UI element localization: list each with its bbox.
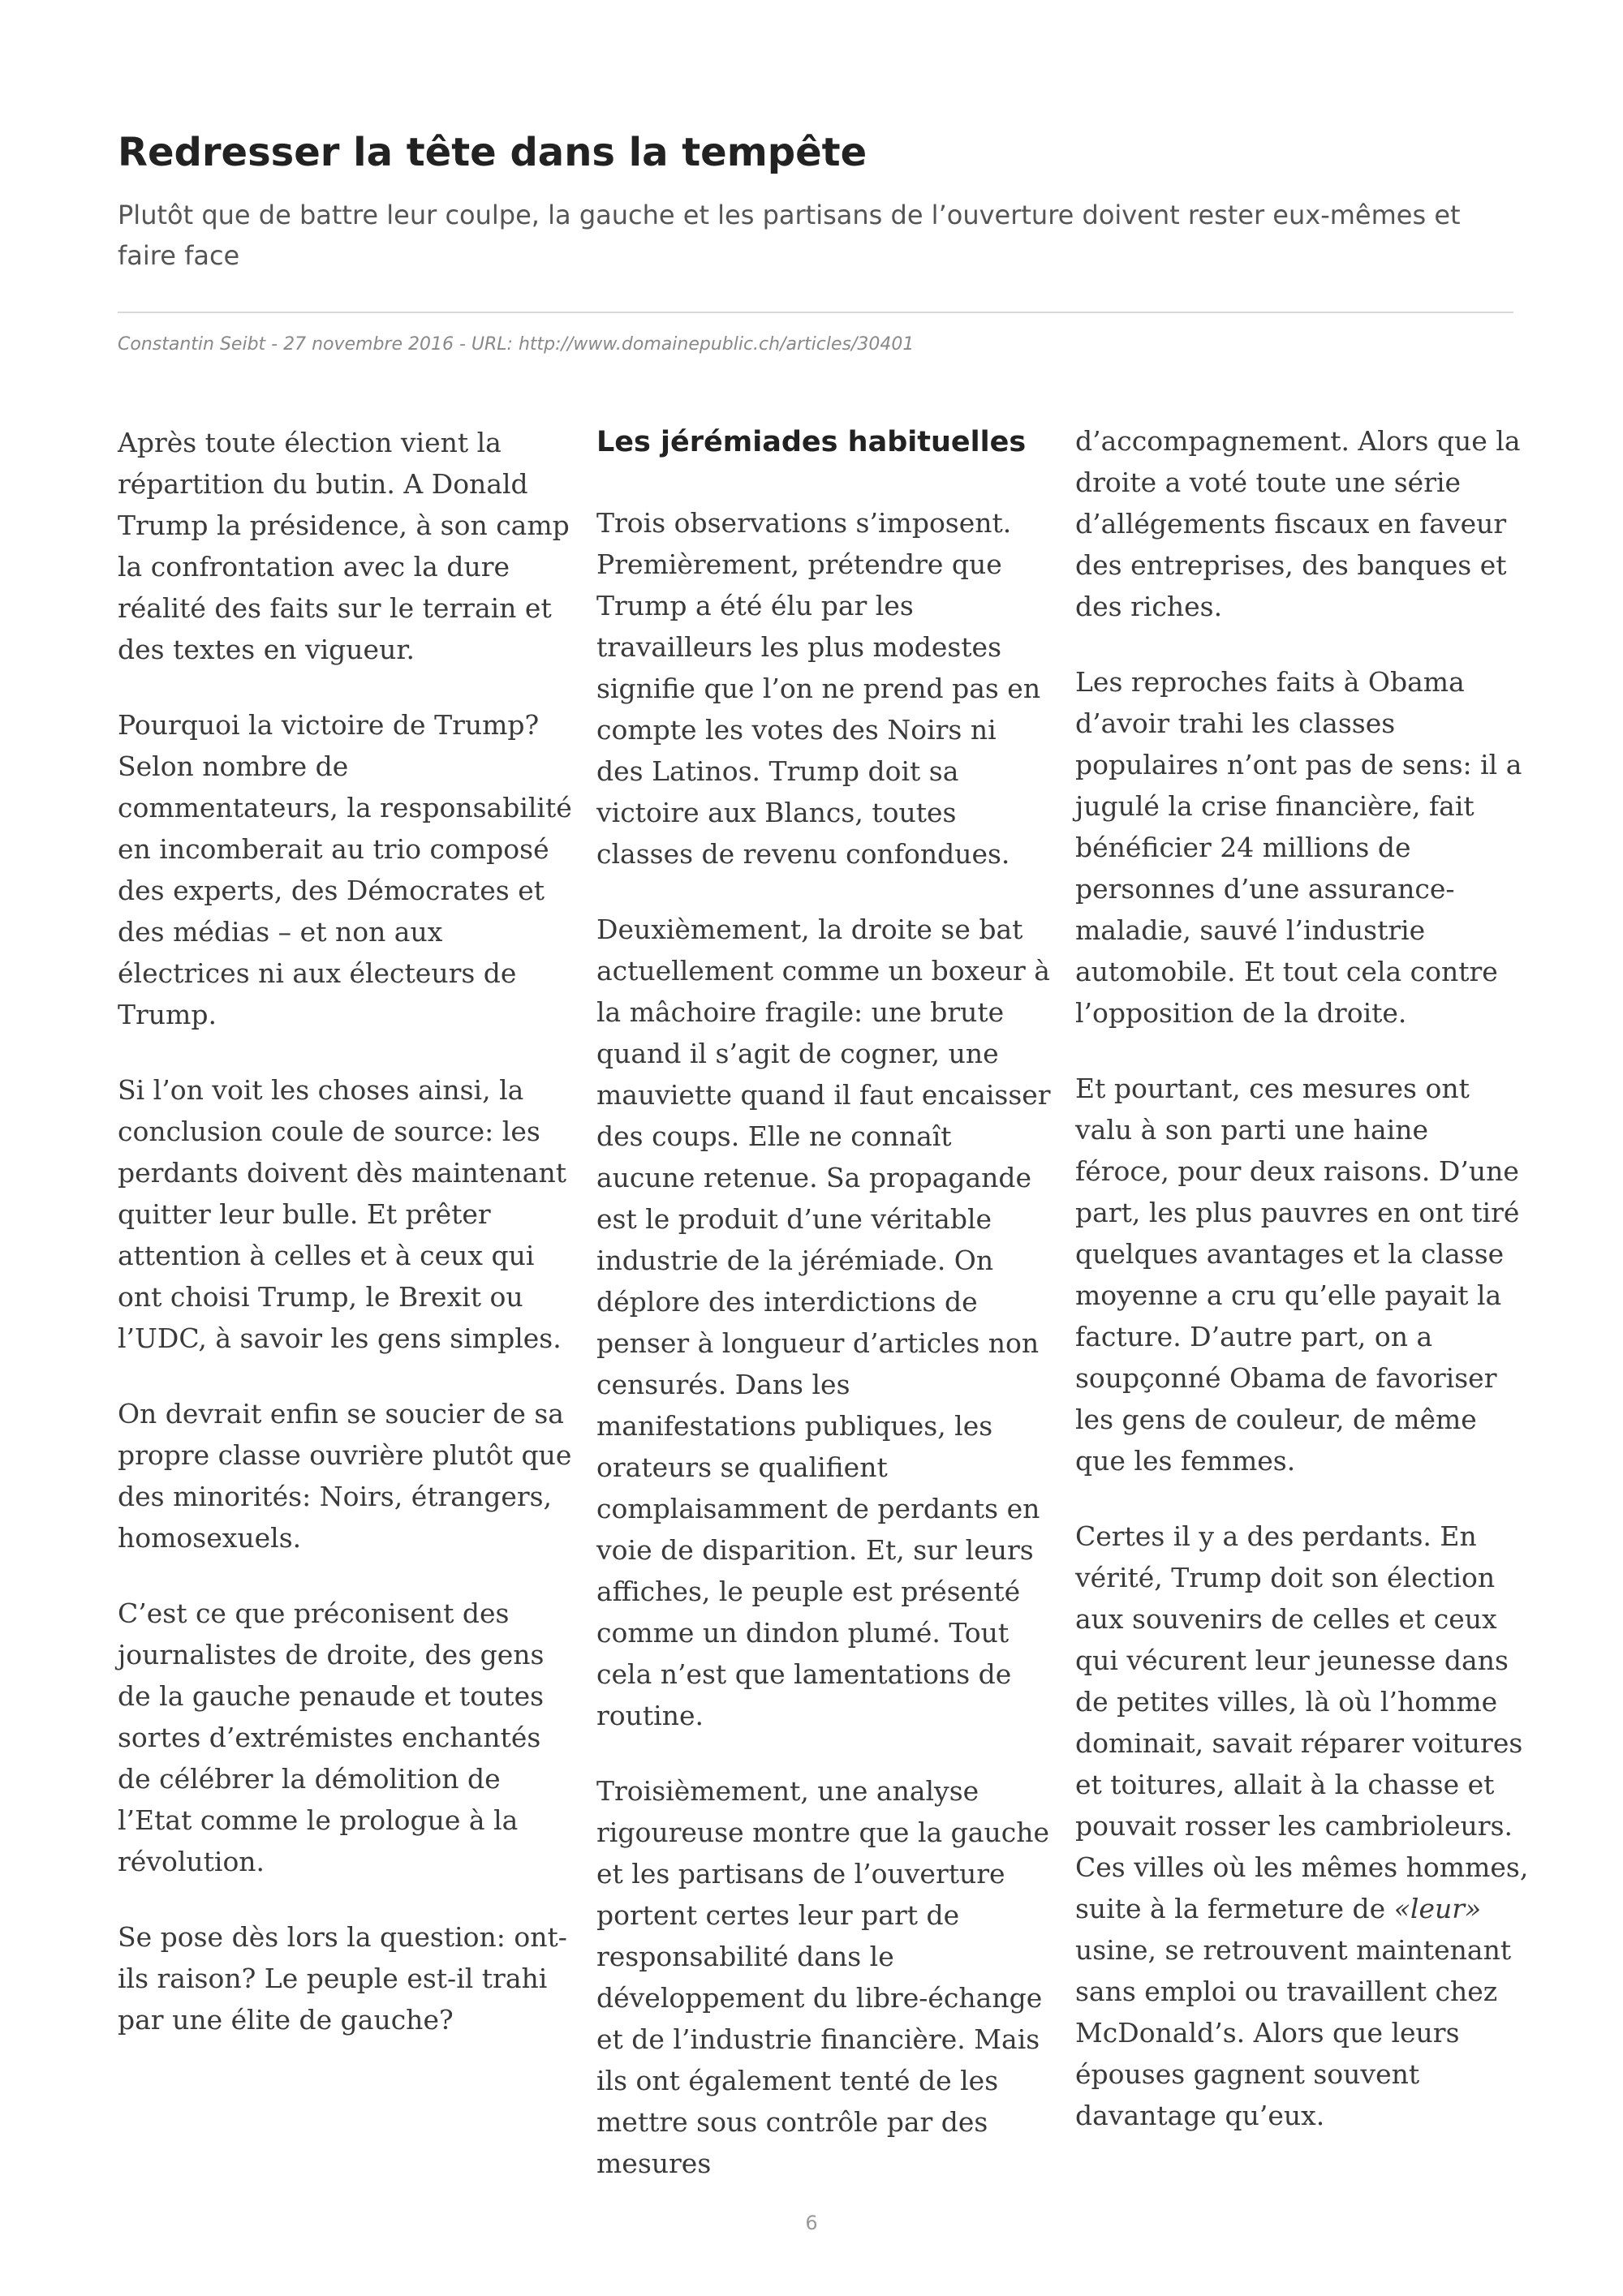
- article-subtitle: Plutôt que de battre leur coulpe, la gauche et les partisans de l’ouverture doivent rester eux-mêmes et faire face: [118, 200, 1461, 271]
- emphasis-text: «leur»: [1393, 1893, 1482, 1924]
- article-byline: Constantin Seibt - 27 novembre 2016 - URL: http://www.domainepublic.ch/articles/30401: [118, 334, 915, 355]
- paragraph: d’accompagnement. Alors que la droite a voté toute une série d’allégements fiscaux en faveur des entreprises, des banques et des riches.: [1075, 425, 1521, 622]
- paragraph: Après toute élection vient la répartition du butin. A Donald Trump la présidence, à son camp la confrontation avec la dure réalité des faits sur le terrain et des textes en vigueur.: [118, 427, 570, 665]
- paragraph: Se pose dès lors la question: ont-ils raison? Le peuple est-il trahi par une élite de gauche?: [118, 1921, 567, 2036]
- article-title: Redresser la tête dans la tempête: [118, 130, 867, 175]
- text-column-3: [1075, 420, 1530, 2170]
- text-column-2: [596, 422, 1051, 2218]
- paragraph: On devrait enfin se soucier de sa propre classe ouvrière plutôt que des minorités: Noirs, étrangers, homosexuels.: [118, 1398, 572, 1554]
- paragraph: Deuxièmement, la droite se bat actuellement comme un boxeur à la mâchoire fragile: une brute quand il s’agit de cogner, une mauviette quand il faut encaisser des coups. Elle ne connaît aucune retenue. Sa propagande est le produit d’une véritable industrie de la jérémiade. On déplore des interdictions de penser à longueur d’articles non censurés. Dans les manifestations publiques, les orateurs se qualifient complaisamment de perdants en voie de disparition. Et, sur leurs affiches, le peuple est présenté comme un dindon plumé. Tout cela n’est que lamentations de routine.: [596, 914, 1051, 1731]
- page-number: 6: [805, 2212, 818, 2234]
- text-column-1: [118, 422, 572, 2075]
- paragraph-text: usine, se retrouvent maintenant sans emploi ou travaillent chez McDonald’s. Alors que leurs épouses gagnent souvent davantage qu’eux.: [1075, 1934, 1512, 2131]
- section-heading: Les jérémiades habituelles: [596, 426, 1027, 458]
- paragraph: Pourquoi la victoire de Trump? Selon nombre de commentateurs, la responsabilité en incomberait au trio composé des experts, des Démocrates et des médias – et non aux électrices ni aux électeurs de Trump.: [118, 709, 572, 1030]
- paragraph: Trois observations s’imposent. Premièrement, prétendre que Trump a été élu par les travailleurs les plus modestes signifie que l’on ne prend pas en compte les votes des Noirs ni des Latinos. Trump doit sa victoire aux Blancs, toutes classes de revenu confondues.: [596, 507, 1041, 870]
- paragraph: [1075, 1516, 1530, 2136]
- paragraph: Troisièmement, une analyse rigoureuse montre que la gauche et les partisans de l’ouverture portent certes leur part de responsabilité dans le développement du libre-échange et de l’industrie financière. Mais ils ont également tenté de les mettre sous contrôle par des mesures: [596, 1775, 1049, 2179]
- paragraph: C’est ce que préconisent des journalistes de droite, des gens de la gauche penaude et toutes sortes d’extrémistes enchantés de célébrer la démolition de l’Etat comme le prologue à la révolution.: [118, 1597, 545, 1877]
- paragraph: Les reproches faits à Obama d’avoir trahi les classes populaires n’ont pas de sens: il a jugulé la crise financière, fait bénéficier 24 millions de personnes d’une assurance-maladie, sauvé l’industrie automobile. Et tout cela contre l’opposition de la droite.: [1075, 666, 1522, 1029]
- paragraph-text: Certes il y a des perdants. En vérité, Trump doit son élection aux souvenirs de celles et ceux qui vécurent leur jeunesse dans de petites villes, là où l’homme dominait, savait réparer voitures et toitures, allait à la chasse et pouvait rosser les cambrioleurs. Ces villes où les mêmes hommes, suite à la fermeture de: [1075, 1520, 1529, 1924]
- paragraph: Si l’on voit les choses ainsi, la conclusion coule de source: les perdants doivent dès maintenant quitter leur bulle. Et prêter attention à celles et à ceux qui ont choisi Trump, le Brexit ou l’UDC, à savoir les gens simples.: [118, 1074, 566, 1354]
- paragraph: Et pourtant, ces mesures ont valu à son parti une haine féroce, pour deux raisons. D’une part, les plus pauvres en ont tiré quelques avantages et la classe moyenne a cru qu’elle payait la facture. D’autre part, on a soupçonné Obama de favoriser les gens de couleur, de même que les femmes.: [1075, 1073, 1520, 1477]
- header-divider: [118, 312, 1513, 313]
